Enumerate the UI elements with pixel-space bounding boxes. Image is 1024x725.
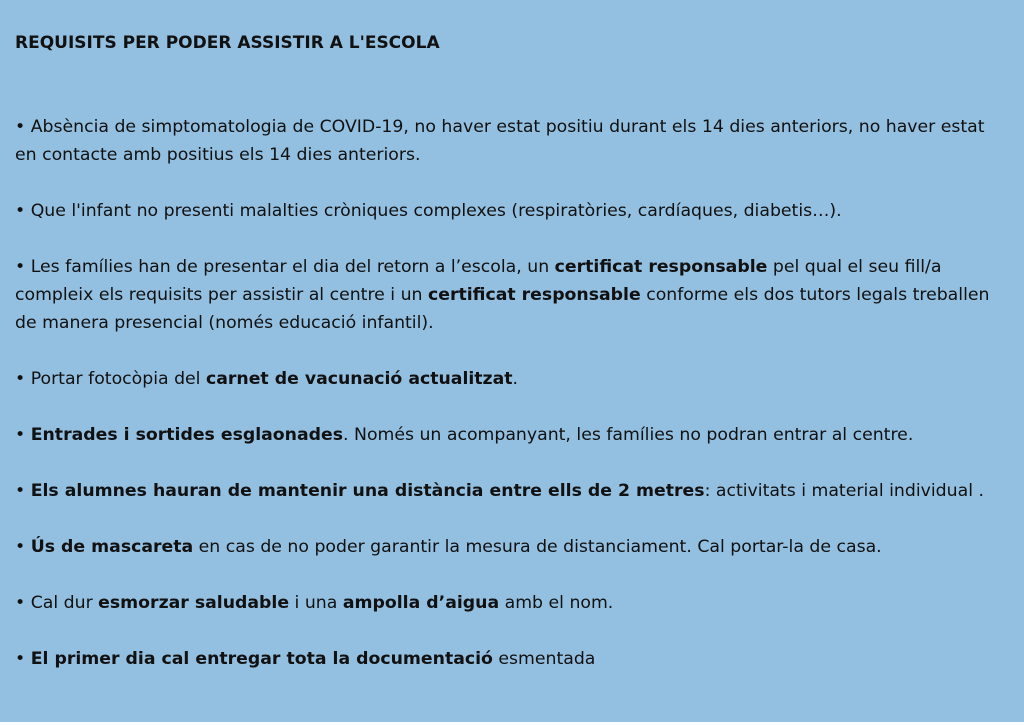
bullet: • (15, 481, 26, 501)
emphasis-text: carnet de vacunació actualitzat (205, 369, 513, 389)
emphasis-text: El primer dia cal entregar tota la documentació (30, 649, 493, 669)
requirement-item (15, 645, 1006, 673)
item-text: conforme els dos tutors legals treballen de manera presencial (només educació infantil). (15, 285, 990, 333)
item-text: Absència de simptomatologia de COVID-19, no haver estat positiu durant els 14 dies anteriors, no haver estat en contacte amb positius els 14 dies anteriors. (15, 117, 985, 165)
requirement-item (15, 197, 1006, 225)
bullet: • (15, 257, 26, 277)
item-text: Que l'infant no presenti malalties cròniques complexes (respiratòries, cardíaques, diabetis…). (25, 201, 842, 221)
bullet: • (15, 537, 26, 557)
item-text: esmentada (492, 649, 596, 669)
bullet: • (15, 201, 26, 221)
item-text: en cas de no poder garantir la mesura de distanciament. Cal portar-la de casa. (193, 537, 882, 557)
requirement-item (15, 113, 1006, 169)
requirements-list (15, 113, 1006, 673)
bullet: • (15, 593, 26, 613)
page-title: REQUISITS PER PODER ASSISTIR A L'ESCOLA (15, 33, 440, 53)
emphasis-text: Ús de mascareta (30, 537, 194, 557)
emphasis-text: Entrades i sortides esglaonades (30, 425, 344, 445)
item-text: pel qual el seu fill/a compleix els requisits per assistir al centre i un (15, 257, 942, 305)
item-text: . Només un acompanyant, les famílies no podran entrar al centre. (343, 425, 914, 445)
bullet: • (15, 649, 26, 669)
emphasis-text: certificat responsable (554, 257, 768, 277)
item-text: i una (289, 593, 343, 613)
emphasis-text: certificat responsable (428, 285, 641, 305)
requirement-item (15, 421, 1006, 449)
bullet: • (15, 425, 26, 445)
item-text: amb el nom. (499, 593, 614, 613)
item-text: . (512, 369, 519, 389)
emphasis-text: ampolla d’aigua (342, 593, 500, 613)
item-text: Cal dur (25, 593, 99, 613)
emphasis-text: Els alumnes hauran de mantenir una distància entre ells de 2 metres (30, 481, 705, 501)
bullet: • (15, 369, 26, 389)
emphasis-text: esmorzar saludable (98, 593, 290, 613)
requirement-item (15, 533, 1006, 561)
requirement-item (15, 365, 1006, 393)
item-text: Les famílies han de presentar el dia del retorn a l’escola, un (25, 257, 555, 277)
bullet: • (15, 117, 26, 137)
requirement-item (15, 589, 1006, 617)
item-text: Portar fotocòpia del (25, 369, 206, 389)
requirement-item (15, 477, 1006, 505)
item-text: : activitats i material individual . (704, 481, 984, 501)
requirement-item (15, 253, 1006, 337)
